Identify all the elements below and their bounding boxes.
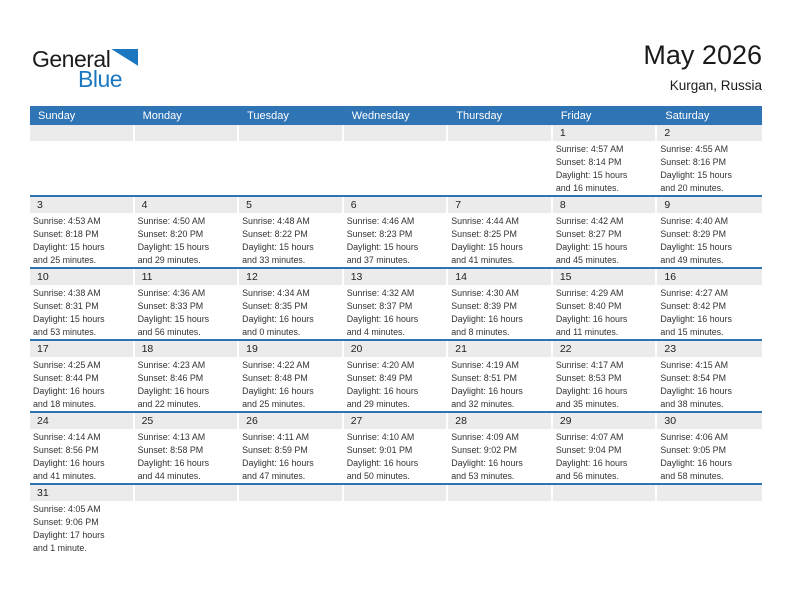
day-cell-9: [657, 196, 762, 268]
sunrise-text: Sunrise: 4:55 AM: [660, 144, 728, 154]
sunrise-text: Sunrise: 4:05 AM: [33, 504, 101, 514]
week-row-4: [30, 340, 762, 412]
day-details: [657, 141, 762, 195]
empty-day-cell: [239, 125, 344, 196]
daylight-line1-text: Daylight: 16 hours: [555, 386, 628, 396]
sunrise-text: Sunrise: 4:11 AM: [242, 432, 310, 442]
day-number: 20: [344, 341, 447, 357]
weekday-header-thursday: Thursday: [448, 106, 553, 125]
sunset-text: Sunset: 9:02 PM: [451, 445, 517, 455]
day-number: 2: [657, 125, 762, 141]
day-number: 4: [135, 197, 238, 213]
day-details: [553, 213, 658, 267]
sunrise-text: Sunrise: 4:29 AM: [555, 288, 624, 298]
day-details: [448, 357, 553, 411]
day-number: 9: [657, 197, 762, 213]
sunset-text: Sunset: 8:22 PM: [242, 229, 308, 239]
daylight-line1-text: Daylight: 16 hours: [451, 386, 523, 396]
day-number: 26: [239, 413, 342, 429]
daylight-line2-text: and 0 minutes.: [242, 327, 301, 337]
empty-day-cell: [657, 484, 762, 570]
sunset-text: Sunset: 8:49 PM: [346, 373, 413, 383]
day-number: 8: [553, 197, 656, 213]
sunset-text: Sunset: 8:27 PM: [555, 229, 622, 239]
day-number: 25: [135, 413, 238, 429]
sunrise-text: Sunrise: 4:20 AM: [346, 360, 415, 370]
sunset-text: Sunset: 8:42 PM: [660, 301, 726, 311]
daylight-line2-text: and 37 minutes.: [346, 255, 410, 265]
day-details: [344, 357, 449, 411]
daylight-line1-text: Daylight: 16 hours: [346, 386, 419, 396]
day-cell-6: [344, 196, 449, 268]
sunrise-text: Sunrise: 4:14 AM: [33, 432, 101, 442]
day-number: 15: [553, 269, 656, 285]
day-number: 6: [344, 197, 447, 213]
day-number: [657, 485, 762, 501]
day-details: [30, 285, 135, 339]
daylight-line1-text: Daylight: 15 hours: [346, 242, 419, 252]
empty-day-cell: [30, 125, 135, 196]
daylight-line2-text: and 1 minute.: [33, 543, 87, 553]
day-cell-11: [135, 268, 240, 340]
day-cell-23: [657, 340, 762, 412]
sunrise-text: Sunrise: 4:23 AM: [137, 360, 206, 370]
weekday-header-saturday: Saturday: [657, 106, 762, 125]
day-number: [135, 125, 238, 141]
daylight-line2-text: and 33 minutes.: [242, 255, 306, 265]
daylight-line1-text: Daylight: 15 hours: [555, 242, 628, 252]
daylight-line1-text: Daylight: 15 hours: [33, 314, 105, 324]
daylight-line2-text: and 56 minutes.: [137, 327, 201, 337]
day-cell-18: [135, 340, 240, 412]
sunset-text: Sunset: 8:48 PM: [242, 373, 308, 383]
daylight-line2-text: and 29 minutes.: [346, 399, 410, 409]
daylight-line1-text: Daylight: 15 hours: [137, 242, 210, 252]
sunset-text: Sunset: 8:44 PM: [33, 373, 99, 383]
weekday-header-sunday: Sunday: [30, 106, 135, 125]
day-number: [344, 485, 447, 501]
sunrise-text: Sunrise: 4:53 AM: [33, 216, 101, 226]
daylight-line2-text: and 11 minutes.: [555, 327, 619, 337]
daylight-line2-text: and 35 minutes.: [555, 399, 619, 409]
daylight-line1-text: Daylight: 15 hours: [451, 242, 523, 252]
sunrise-text: Sunrise: 4:25 AM: [33, 360, 101, 370]
daylight-line2-text: and 41 minutes.: [451, 255, 515, 265]
day-details: [30, 501, 135, 555]
empty-day-cell: [135, 484, 240, 570]
day-number: 27: [344, 413, 447, 429]
day-cell-24: [30, 412, 135, 484]
day-details: [239, 285, 344, 339]
day-details: [135, 213, 240, 267]
day-cell-19: [239, 340, 344, 412]
sunrise-text: Sunrise: 4:40 AM: [660, 216, 728, 226]
day-details: [135, 357, 240, 411]
empty-day-cell: [448, 125, 553, 196]
day-cell-10: [30, 268, 135, 340]
sunrise-text: Sunrise: 4:15 AM: [660, 360, 728, 370]
sunset-text: Sunset: 8:56 PM: [33, 445, 99, 455]
day-number: [239, 125, 342, 141]
weekday-header-wednesday: Wednesday: [344, 106, 449, 125]
daylight-line1-text: Daylight: 15 hours: [242, 242, 314, 252]
sunrise-text: Sunrise: 4:50 AM: [137, 216, 206, 226]
sunset-text: Sunset: 8:51 PM: [451, 373, 517, 383]
daylight-line1-text: Daylight: 15 hours: [137, 314, 210, 324]
daylight-line2-text: and 22 minutes.: [137, 399, 201, 409]
sunset-text: Sunset: 9:01 PM: [346, 445, 413, 455]
day-number: [448, 125, 551, 141]
daylight-line1-text: Daylight: 16 hours: [242, 386, 314, 396]
daylight-line2-text: and 25 minutes.: [33, 255, 97, 265]
day-number: 14: [448, 269, 551, 285]
sunset-text: Sunset: 8:29 PM: [660, 229, 726, 239]
daylight-line1-text: Daylight: 16 hours: [660, 314, 732, 324]
day-cell-28: [448, 412, 553, 484]
sunset-text: Sunset: 8:25 PM: [451, 229, 517, 239]
day-cell-31: [30, 484, 135, 570]
daylight-line2-text: and 29 minutes.: [137, 255, 201, 265]
day-cell-8: [553, 196, 658, 268]
day-details: [448, 285, 553, 339]
sunset-text: Sunset: 8:14 PM: [555, 157, 622, 167]
daylight-line1-text: Daylight: 16 hours: [33, 386, 105, 396]
empty-day-cell: [135, 125, 240, 196]
day-number: 31: [30, 485, 133, 501]
day-number: 1: [553, 125, 656, 141]
day-details: [344, 429, 449, 483]
sunrise-text: Sunrise: 4:07 AM: [555, 432, 624, 442]
day-details: [657, 213, 762, 267]
daylight-line1-text: Daylight: 16 hours: [555, 314, 628, 324]
sunrise-text: Sunrise: 4:10 AM: [346, 432, 415, 442]
day-number: 3: [30, 197, 133, 213]
day-details: [553, 285, 658, 339]
week-row-5: [30, 412, 762, 484]
day-number: 10: [30, 269, 133, 285]
daylight-line1-text: Daylight: 15 hours: [660, 170, 732, 180]
daylight-line1-text: Daylight: 16 hours: [137, 458, 210, 468]
sunset-text: Sunset: 8:31 PM: [33, 301, 99, 311]
logo-triangle-icon: [111, 49, 138, 66]
daylight-line1-text: Daylight: 16 hours: [346, 458, 419, 468]
day-cell-14: [448, 268, 553, 340]
sunset-text: Sunset: 9:06 PM: [33, 517, 99, 527]
daylight-line2-text: and 53 minutes.: [451, 471, 515, 481]
day-number: 17: [30, 341, 133, 357]
daylight-line1-text: Daylight: 16 hours: [660, 386, 732, 396]
sunrise-text: Sunrise: 4:57 AM: [555, 144, 624, 154]
day-details: [553, 141, 658, 195]
day-cell-30: [657, 412, 762, 484]
day-number: 13: [344, 269, 447, 285]
day-details: [239, 213, 344, 267]
daylight-line1-text: Daylight: 15 hours: [660, 242, 732, 252]
day-number: [553, 485, 656, 501]
calendar-table: [30, 106, 762, 570]
sunset-text: Sunset: 8:46 PM: [137, 373, 204, 383]
day-number: 29: [553, 413, 656, 429]
sunset-text: Sunset: 8:37 PM: [346, 301, 413, 311]
day-number: 12: [239, 269, 342, 285]
daylight-line1-text: Daylight: 16 hours: [555, 458, 628, 468]
day-details: [448, 213, 553, 267]
day-number: 18: [135, 341, 238, 357]
day-number: 30: [657, 413, 762, 429]
daylight-line1-text: Daylight: 15 hours: [33, 242, 105, 252]
daylight-line2-text: and 8 minutes.: [451, 327, 510, 337]
general-blue-logo: [32, 48, 142, 91]
day-cell-20: [344, 340, 449, 412]
sunrise-text: Sunrise: 4:13 AM: [137, 432, 206, 442]
weekday-header-row: [30, 106, 762, 125]
daylight-line2-text: and 20 minutes.: [660, 183, 724, 193]
daylight-line1-text: Daylight: 16 hours: [242, 458, 314, 468]
daylight-line1-text: Daylight: 16 hours: [346, 314, 419, 324]
sunrise-text: Sunrise: 4:19 AM: [451, 360, 519, 370]
day-cell-5: [239, 196, 344, 268]
sunrise-text: Sunrise: 4:30 AM: [451, 288, 519, 298]
sunrise-text: Sunrise: 4:34 AM: [242, 288, 310, 298]
week-row-3: [30, 268, 762, 340]
week-row-1: [30, 125, 762, 196]
day-number: 11: [135, 269, 238, 285]
day-number: 19: [239, 341, 342, 357]
empty-day-cell: [344, 125, 449, 196]
daylight-line1-text: Daylight: 16 hours: [451, 314, 523, 324]
day-details: [239, 357, 344, 411]
sunrise-text: Sunrise: 4:17 AM: [555, 360, 624, 370]
weekday-header-tuesday: Tuesday: [239, 106, 344, 125]
day-cell-25: [135, 412, 240, 484]
daylight-line2-text: and 45 minutes.: [555, 255, 619, 265]
day-number: 24: [30, 413, 133, 429]
day-details: [657, 285, 762, 339]
day-details: [657, 429, 762, 483]
daylight-line2-text: and 32 minutes.: [451, 399, 515, 409]
day-cell-29: [553, 412, 658, 484]
day-details: [344, 213, 449, 267]
daylight-line2-text: and 58 minutes.: [660, 471, 724, 481]
daylight-line1-text: Daylight: 16 hours: [660, 458, 732, 468]
day-cell-4: [135, 196, 240, 268]
day-cell-13: [344, 268, 449, 340]
daylight-line2-text: and 53 minutes.: [33, 327, 97, 337]
sunset-text: Sunset: 8:20 PM: [137, 229, 204, 239]
daylight-line2-text: and 49 minutes.: [660, 255, 724, 265]
sunset-text: Sunset: 8:39 PM: [451, 301, 517, 311]
daylight-line2-text: and 41 minutes.: [33, 471, 97, 481]
daylight-line2-text: and 16 minutes.: [555, 183, 619, 193]
calendar-body: [30, 125, 762, 570]
day-cell-16: [657, 268, 762, 340]
day-details: [135, 285, 240, 339]
sunrise-text: Sunrise: 4:27 AM: [660, 288, 728, 298]
daylight-line2-text: and 25 minutes.: [242, 399, 306, 409]
day-number: 21: [448, 341, 551, 357]
sunrise-text: Sunrise: 4:38 AM: [33, 288, 101, 298]
day-cell-2: [657, 125, 762, 196]
sunrise-text: Sunrise: 4:06 AM: [660, 432, 728, 442]
day-cell-12: [239, 268, 344, 340]
sunrise-text: Sunrise: 4:46 AM: [346, 216, 415, 226]
day-details: [553, 429, 658, 483]
daylight-line1-text: Daylight: 15 hours: [555, 170, 628, 180]
day-number: 28: [448, 413, 551, 429]
daylight-line1-text: Daylight: 16 hours: [242, 314, 314, 324]
daylight-line2-text: and 56 minutes.: [555, 471, 619, 481]
empty-day-cell: [448, 484, 553, 570]
daylight-line1-text: Daylight: 17 hours: [33, 530, 105, 540]
weekday-header-friday: Friday: [553, 106, 658, 125]
day-cell-7: [448, 196, 553, 268]
day-cell-1: [553, 125, 658, 196]
daylight-line1-text: Daylight: 16 hours: [137, 386, 210, 396]
day-cell-3: [30, 196, 135, 268]
day-details: [553, 357, 658, 411]
sunset-text: Sunset: 8:33 PM: [137, 301, 204, 311]
empty-day-cell: [553, 484, 658, 570]
day-cell-15: [553, 268, 658, 340]
day-details: [344, 285, 449, 339]
day-cell-27: [344, 412, 449, 484]
day-number: 7: [448, 197, 551, 213]
day-cell-22: [553, 340, 658, 412]
daylight-line2-text: and 4 minutes.: [346, 327, 405, 337]
day-details: [657, 357, 762, 411]
daylight-line2-text: and 38 minutes.: [660, 399, 724, 409]
day-number: [344, 125, 447, 141]
day-number: [135, 485, 238, 501]
day-details: [135, 429, 240, 483]
sunrise-text: Sunrise: 4:22 AM: [242, 360, 310, 370]
daylight-line1-text: Daylight: 16 hours: [33, 458, 105, 468]
day-details: [30, 357, 135, 411]
day-number: 22: [553, 341, 656, 357]
sunset-text: Sunset: 8:16 PM: [660, 157, 726, 167]
day-details: [448, 429, 553, 483]
sunset-text: Sunset: 8:53 PM: [555, 373, 622, 383]
week-row-2: [30, 196, 762, 268]
daylight-line2-text: and 44 minutes.: [137, 471, 201, 481]
daylight-line2-text: and 15 minutes.: [660, 327, 724, 337]
sunset-text: Sunset: 8:35 PM: [242, 301, 308, 311]
daylight-line2-text: and 18 minutes.: [33, 399, 97, 409]
day-number: [30, 125, 133, 141]
sunrise-text: Sunrise: 4:32 AM: [346, 288, 415, 298]
sunset-text: Sunset: 9:05 PM: [660, 445, 726, 455]
logo-text-general: General: [32, 46, 111, 72]
day-cell-17: [30, 340, 135, 412]
day-cell-21: [448, 340, 553, 412]
weekday-header-monday: Monday: [135, 106, 240, 125]
page-title: May 2026: [643, 40, 762, 70]
daylight-line2-text: and 50 minutes.: [346, 471, 410, 481]
day-details: [30, 213, 135, 267]
day-number: 5: [239, 197, 342, 213]
sunrise-text: Sunrise: 4:42 AM: [555, 216, 624, 226]
day-number: 23: [657, 341, 762, 357]
sunset-text: Sunset: 8:54 PM: [660, 373, 726, 383]
day-cell-26: [239, 412, 344, 484]
logo-text-blue: Blue: [78, 66, 123, 92]
empty-day-cell: [239, 484, 344, 570]
daylight-line1-text: Daylight: 16 hours: [451, 458, 523, 468]
sunset-text: Sunset: 8:59 PM: [242, 445, 308, 455]
day-number: [448, 485, 551, 501]
sunrise-text: Sunrise: 4:48 AM: [242, 216, 310, 226]
title-block: [643, 41, 762, 93]
sunset-text: Sunset: 8:23 PM: [346, 229, 413, 239]
day-details: [30, 429, 135, 483]
sunset-text: Sunset: 9:04 PM: [555, 445, 622, 455]
day-number: 16: [657, 269, 762, 285]
day-details: [239, 429, 344, 483]
page-subtitle: Kurgan, Russia: [669, 77, 762, 93]
sunset-text: Sunset: 8:40 PM: [555, 301, 622, 311]
sunset-text: Sunset: 8:18 PM: [33, 229, 99, 239]
week-row-6: [30, 484, 762, 570]
sunrise-text: Sunrise: 4:09 AM: [451, 432, 519, 442]
daylight-line2-text: and 47 minutes.: [242, 471, 306, 481]
sunrise-text: Sunrise: 4:36 AM: [137, 288, 206, 298]
day-number: [239, 485, 342, 501]
empty-day-cell: [344, 484, 449, 570]
sunrise-text: Sunrise: 4:44 AM: [451, 216, 519, 226]
sunset-text: Sunset: 8:58 PM: [137, 445, 204, 455]
